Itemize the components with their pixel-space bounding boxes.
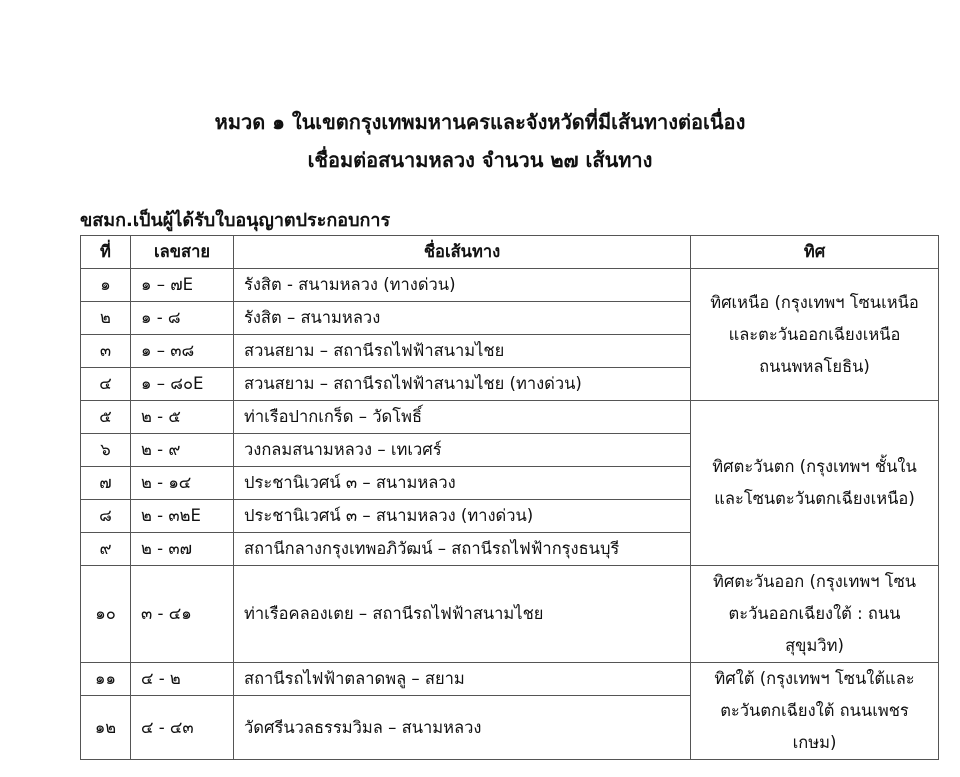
row-route-no: ๑ – ๗E	[131, 269, 234, 302]
direction-east	[691, 566, 939, 663]
row-route-no: ๒ - ๙	[131, 434, 234, 467]
row-route-name: ท่าเรือคลองเตย – สถานีรถไฟฟ้าสนามไชย	[234, 566, 691, 663]
row-route-name: ท่าเรือปากเกร็ด – วัดโพธิ์	[234, 401, 691, 434]
row-route-no: ๓ - ๔๑	[131, 566, 234, 663]
direction-west	[691, 401, 939, 566]
row-route-name: รังสิต - สนามหลวง (ทางด่วน)	[234, 269, 691, 302]
row-route-name: ประชานิเวศน์ ๓ – สนามหลวง	[234, 467, 691, 500]
direction-west-line: ทิศตะวันตก (กรุงเทพฯ ชั้นใน	[712, 457, 917, 476]
header-direction: ทิศ	[691, 236, 939, 269]
document-title-line-2: เชื่อมต่อสนามหลวง จำนวน ๒๗ เส้นทาง	[307, 148, 653, 172]
row-no: ๔	[81, 368, 131, 401]
row-no: ๗	[81, 467, 131, 500]
row-no: ๒	[81, 302, 131, 335]
row-no: ๑๑	[81, 663, 131, 696]
direction-south-line: ทิศใต้ (กรุงเทพฯ โซนใต้และ	[714, 669, 915, 688]
document-title-line-1: หมวด ๑ ในเขตกรุงเทพมหานครและจังหวัดที่มีเส้นทางต่อเนื่อง	[214, 110, 746, 134]
routes-table	[80, 235, 939, 760]
header-route-name: ชื่อเส้นทาง	[234, 236, 691, 269]
row-route-no: ๑ - ๘	[131, 302, 234, 335]
direction-north-line: ทิศเหนือ (กรุงเทพฯ โซนเหนือ	[710, 292, 919, 312]
row-route-name: ประชานิเวศน์ ๓ – สนามหลวง (ทางด่วน)	[234, 500, 691, 533]
header-no: ที่	[81, 236, 131, 269]
table-row	[81, 663, 939, 696]
row-no: ๑๒	[81, 696, 131, 760]
table-header-row	[81, 236, 939, 269]
row-no: ๕	[81, 401, 131, 434]
row-route-name: สวนสยาม – สถานีรถไฟฟ้าสนามไชย	[234, 335, 691, 368]
row-route-name: สวนสยาม – สถานีรถไฟฟ้าสนามไชย (ทางด่วน)	[234, 368, 691, 401]
row-route-no: ๒ - ๑๔	[131, 467, 234, 500]
row-no: ๓	[81, 335, 131, 368]
row-no: ๘	[81, 500, 131, 533]
row-no: ๙	[81, 533, 131, 566]
direction-south-line: เกษม)	[792, 733, 837, 752]
direction-east-line: ตะวันออกเฉียงใต้ : ถนน	[728, 604, 901, 623]
row-route-name: วงกลมสนามหลวง – เทเวศร์	[234, 434, 691, 467]
row-no: ๑๐	[81, 566, 131, 663]
direction-north-line: และตะวันออกเฉียงเหนือ	[728, 324, 901, 344]
row-route-name: สถานีรถไฟฟ้าตลาดพลู – สยาม	[234, 663, 691, 696]
row-route-name: รังสิต – สนามหลวง	[234, 302, 691, 335]
operator-heading: ขสมก.เป็นผู้ได้รับใบอนุญาตประกอบการ	[80, 210, 391, 231]
direction-west-line: และโซนตะวันตกเฉียงเหนือ)	[714, 489, 915, 508]
direction-north	[691, 269, 939, 401]
table-row	[81, 401, 939, 434]
direction-east-line: ทิศตะวันออก (กรุงเทพฯ โซน	[712, 572, 917, 591]
row-route-no: ๑ – ๘๐E	[131, 368, 234, 401]
row-route-no: ๒ - ๓๒E	[131, 500, 234, 533]
row-route-name: สถานีกลางกรุงเทพอภิวัฒน์ – สถานีรถไฟฟ้ากรุงธนบุรี	[234, 533, 691, 566]
row-route-no: ๔ - ๔๓	[131, 696, 234, 760]
row-no: ๑	[81, 269, 131, 302]
direction-north-line: ถนนพหลโยธิน)	[759, 356, 870, 376]
header-route-no: เลขสาย	[131, 236, 234, 269]
row-route-no: ๑ – ๓๘	[131, 335, 234, 368]
table-row	[81, 566, 939, 663]
row-route-no: ๒ - ๕	[131, 401, 234, 434]
direction-south	[691, 663, 939, 760]
row-route-no: ๔ - ๒	[131, 663, 234, 696]
direction-south-line: ตะวันตกเฉียงใต้ ถนนเพชร	[720, 701, 909, 720]
direction-east-line: สุขุมวิท)	[785, 636, 844, 655]
row-route-no: ๒ - ๓๗	[131, 533, 234, 566]
table-row	[81, 269, 939, 302]
row-no: ๖	[81, 434, 131, 467]
row-route-name: วัดศรีนวลธรรมวิมล – สนามหลวง	[234, 696, 691, 760]
